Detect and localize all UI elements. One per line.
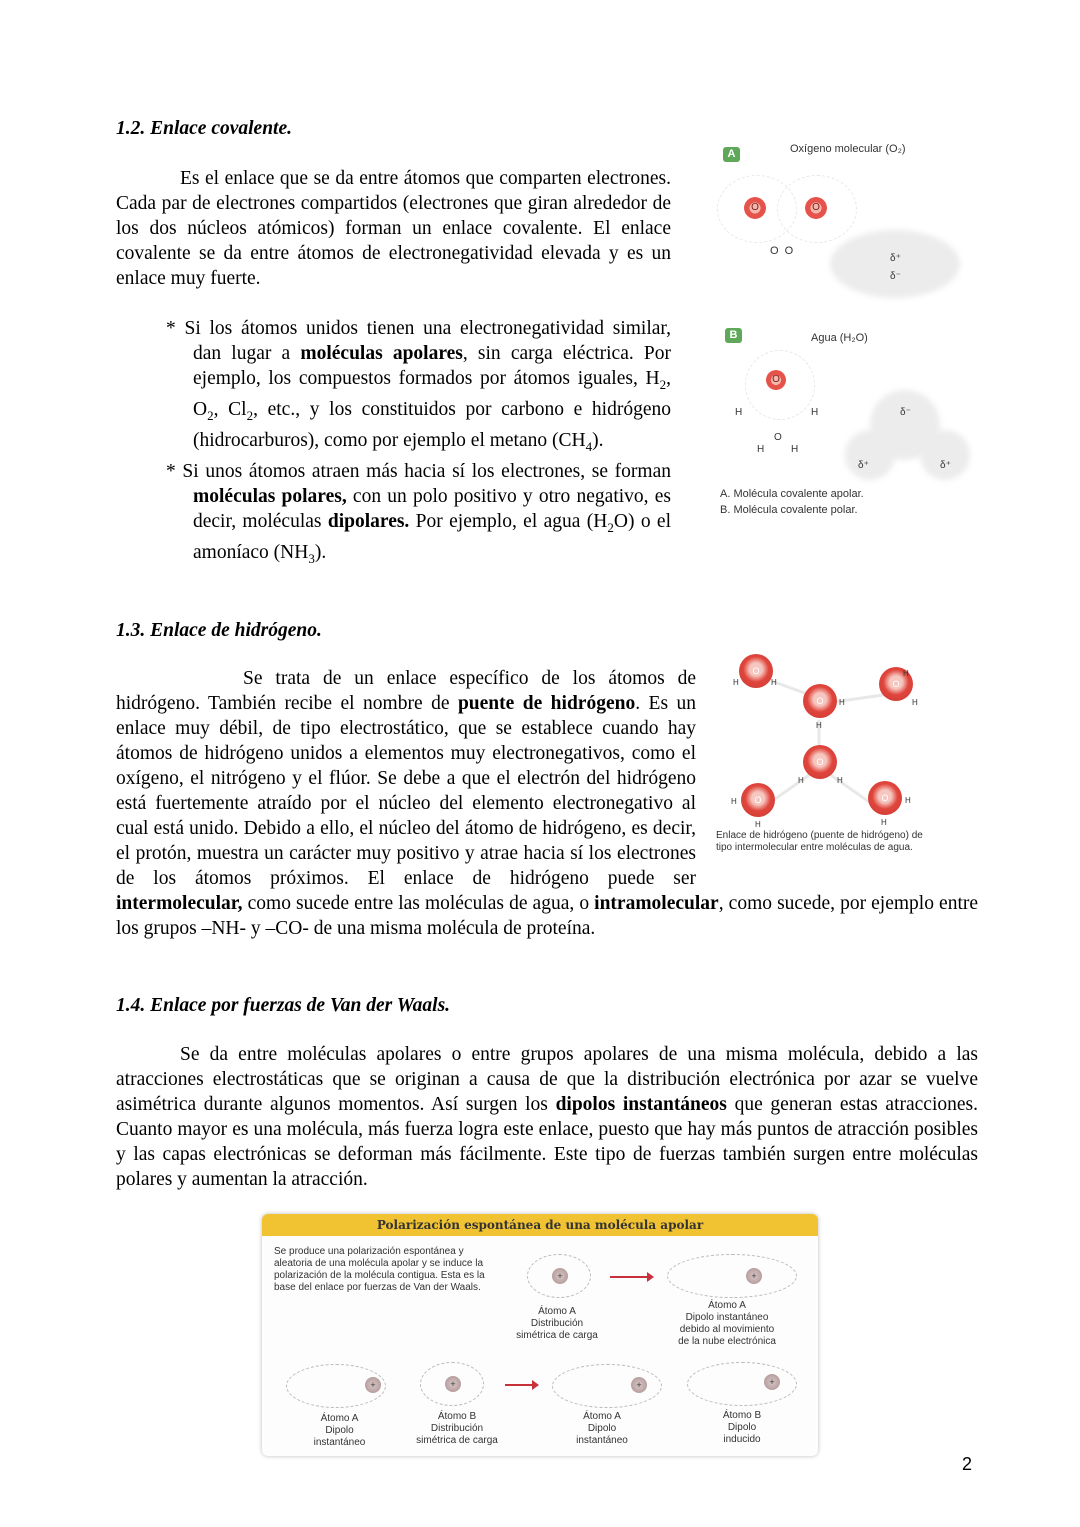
delta-minus: δ⁻	[900, 407, 911, 418]
oxygen-nucleus: O	[744, 197, 766, 219]
page-number: 2	[962, 1454, 973, 1474]
text-run: , como sucede, por ejemplo entre los grupos –NH- y –CO- de una misma molécula de proteína.	[116, 893, 979, 939]
title-oxygen: Oxígeno molecular (O₂)	[790, 143, 906, 155]
text-run: , O	[193, 368, 671, 420]
figure-polarization-text: Se produce una polarización espontánea y aleatoria de una molécula apolar y se induce la polarización de la molécula contigua. Esta es la base del enlace por fuerzas de Van der Waals.	[274, 1246, 485, 1293]
text-run: Se trata de un enlace específico de los átomos de hidrógeno. También recibe el nombre de	[116, 668, 696, 714]
text-run: que generan estas atracciones. Cuanto mayor es una molécula, más fuerza logra este enlace, puesto que hay más puntos de atracción posibles y las capas electrónicas se deforman más fácilmente. Este tipo de fuerzas también surgen entre moléculas polares y aumentan la atracción.	[116, 1094, 978, 1190]
text-run: * Si unos átomos atraen más hacia sí los electrones, se forman	[166, 460, 671, 482]
subscript: 2	[607, 519, 614, 535]
hydrogen-label: H	[903, 669, 909, 678]
text-run: como sucede entre las moléculas de agua, o	[242, 893, 595, 914]
nucleus-plus: +	[631, 1377, 647, 1393]
caption-atom: Átomo A Dipolo instantáneo	[576, 1411, 628, 1446]
hydrogen-label: H	[798, 776, 804, 785]
hydrogen-label: H	[811, 407, 819, 418]
nucleus-plus: +	[552, 1268, 568, 1284]
water-molecule-o: O	[739, 654, 773, 688]
water-molecule-o: O	[868, 781, 902, 815]
text-run: ).	[592, 429, 604, 451]
text-run: Por ejemplo, el agua (H	[409, 510, 608, 532]
caption-a: A. Molécula covalente apolar.	[720, 488, 864, 500]
o2-formula: O O	[770, 245, 794, 257]
nucleus-plus: +	[746, 1268, 762, 1284]
text-run: , Cl	[213, 398, 247, 420]
caption-b: B. Molécula covalente polar.	[720, 504, 858, 516]
caption-atom: Átomo B Dipolo inducido	[722, 1410, 762, 1445]
subscript: 4	[585, 438, 593, 454]
bold-term: moléculas polares,	[193, 485, 347, 507]
bold-term: dipolares.	[327, 510, 410, 532]
section-covalente	[116, 166, 671, 570]
oxygen-nucleus: O	[805, 197, 827, 219]
text-run: , etc., y los constituidos por carbono e hidrógeno (hidrocarburos), como por ejemplo el metano (CH	[193, 398, 671, 451]
arrow-icon	[505, 1384, 535, 1386]
hydrogen-label: H	[905, 796, 911, 805]
hydrogen-label: H	[771, 678, 777, 687]
caption-atom: Átomo B Distribución simétrica de carga	[416, 1411, 498, 1446]
text-run: , sin carga eléctrica. Por ejemplo, los compuestos formados por átomos iguales, H	[193, 343, 671, 389]
title-water: Agua (H₂O)	[811, 332, 868, 344]
text-run: Se da entre moléculas apolares o entre grupos apolares de una misma molécula, debido a las atracciones electrostáticas que se originan a causa de que la distribución electrónica por azar se vuelve asimétrica durante algunos momentos. Así surgen los	[116, 1044, 978, 1115]
oxygen-nucleus: O	[766, 370, 786, 390]
hydrogen-label: H	[839, 698, 845, 707]
water-molecule-o: O	[803, 684, 837, 718]
hydrogen-label: H	[837, 776, 843, 785]
delta-plus: δ⁺	[858, 460, 869, 471]
hydrogen-label: H	[912, 698, 918, 707]
hydrogen-label: H	[757, 444, 765, 455]
figure-polarization	[262, 1214, 818, 1456]
bold-term: intramolecular	[594, 893, 719, 914]
bullet-polares	[116, 459, 671, 571]
nucleus-plus: +	[365, 1377, 381, 1393]
hydrogen-label: H	[816, 721, 822, 730]
delta-plus: δ⁺	[890, 253, 901, 264]
bold-term: moléculas apolares	[300, 343, 463, 364]
nucleus-plus: +	[764, 1374, 780, 1390]
caption-atom: Átomo A Dipolo instantáneo debido al movimiento de la nube electrónica	[678, 1300, 776, 1347]
hydrogen-label: H	[791, 444, 799, 455]
bold-term: dipolos instantáneos	[555, 1094, 727, 1115]
badge-a: A	[723, 147, 740, 162]
delta-plus: δ⁺	[940, 460, 951, 471]
heading-van-der-waals: 1.4. Enlace por fuerzas de Van der Waals.	[116, 995, 451, 1016]
bold-term: puente de hidrógeno	[457, 693, 636, 714]
water-molecule-o: O	[741, 783, 775, 817]
bullet-apolares	[116, 316, 671, 459]
text-run: * Si los átomos unidos tienen una electronegatividad similar, dan lugar a	[166, 318, 671, 364]
subscript: 3	[308, 550, 315, 566]
nucleus-plus: +	[445, 1376, 461, 1392]
paragraph-covalente-intro	[116, 166, 671, 291]
subscript: 2	[246, 407, 254, 423]
hydrogen-label: H	[881, 818, 887, 827]
water-o-label: O	[774, 432, 782, 443]
hydrogen-label: H	[731, 797, 737, 806]
badge-b: B	[725, 328, 742, 343]
caption-atom: Átomo A Distribución simétrica de carga	[516, 1306, 598, 1341]
heading-enlace-hidrogeno: 1.3. Enlace de hidrógeno.	[116, 620, 322, 641]
hydrogen-label: H	[755, 820, 761, 829]
figure-hydrogen-bond	[715, 648, 980, 873]
bold-term: intermolecular,	[116, 893, 243, 914]
delta-minus: δ⁻	[890, 271, 901, 282]
section-van-der-waals	[116, 1042, 978, 1192]
arrow-icon	[610, 1276, 650, 1278]
text-run: Es el enlace que se da entre átomos que comparten electrones. Cada par de electrones compartidos (electrones que giran alrededor de los dos núcleos atómicos) forman un enlace covalente. El enlace covalente se da entre átomos de electronegatividad elevada y es un enlace muy fuerte.	[116, 168, 671, 289]
heading-enlace-covalente: 1.2. Enlace covalente.	[116, 118, 293, 139]
caption-atom: Átomo A Dipolo instantáneo	[313, 1413, 366, 1448]
hydrogen-label: H	[733, 678, 739, 687]
subscript: 2	[659, 376, 667, 392]
paragraph-van-der-waals	[116, 1042, 978, 1192]
figure-polarization-title: Polarización espontánea de una molécula apolar	[262, 1214, 818, 1236]
water-molecule-o: O	[803, 745, 837, 779]
figure-covalent-molecules	[715, 135, 975, 525]
hydrogen-label: H	[735, 407, 743, 418]
subscript: 2	[207, 407, 214, 423]
text-run: . Es un enlace muy débil, de tipo electrostático, que se establece cuando hay átomos de hidrógeno unidos a elementos muy electronegativos, como el oxígeno, el nitrógeno y el flúor. Se debe a que el electrón del hidrógeno está fuertemente atraído por el núcleo del elemento electronegativo al cual está unido. Debido a ello, el núcleo del átomo de hidrógeno, es decir, el protón, muestra un carácter muy positivo y atrae hacia sí los electrones de los átomos próximos. El enlace de hidrógeno puede ser	[116, 693, 696, 889]
caption-hydrogen-bond: Enlace de hidrógeno (puente de hidrógeno) de tipo intermolecular entre moléculas de agua.	[716, 830, 923, 853]
text-run: ).	[314, 541, 327, 563]
text-run: con un polo positivo y otro negativo, es decir, moléculas	[193, 485, 671, 532]
text-run: O) o el amoníaco (NH	[193, 510, 671, 563]
water-molecule-o: O	[879, 667, 913, 701]
